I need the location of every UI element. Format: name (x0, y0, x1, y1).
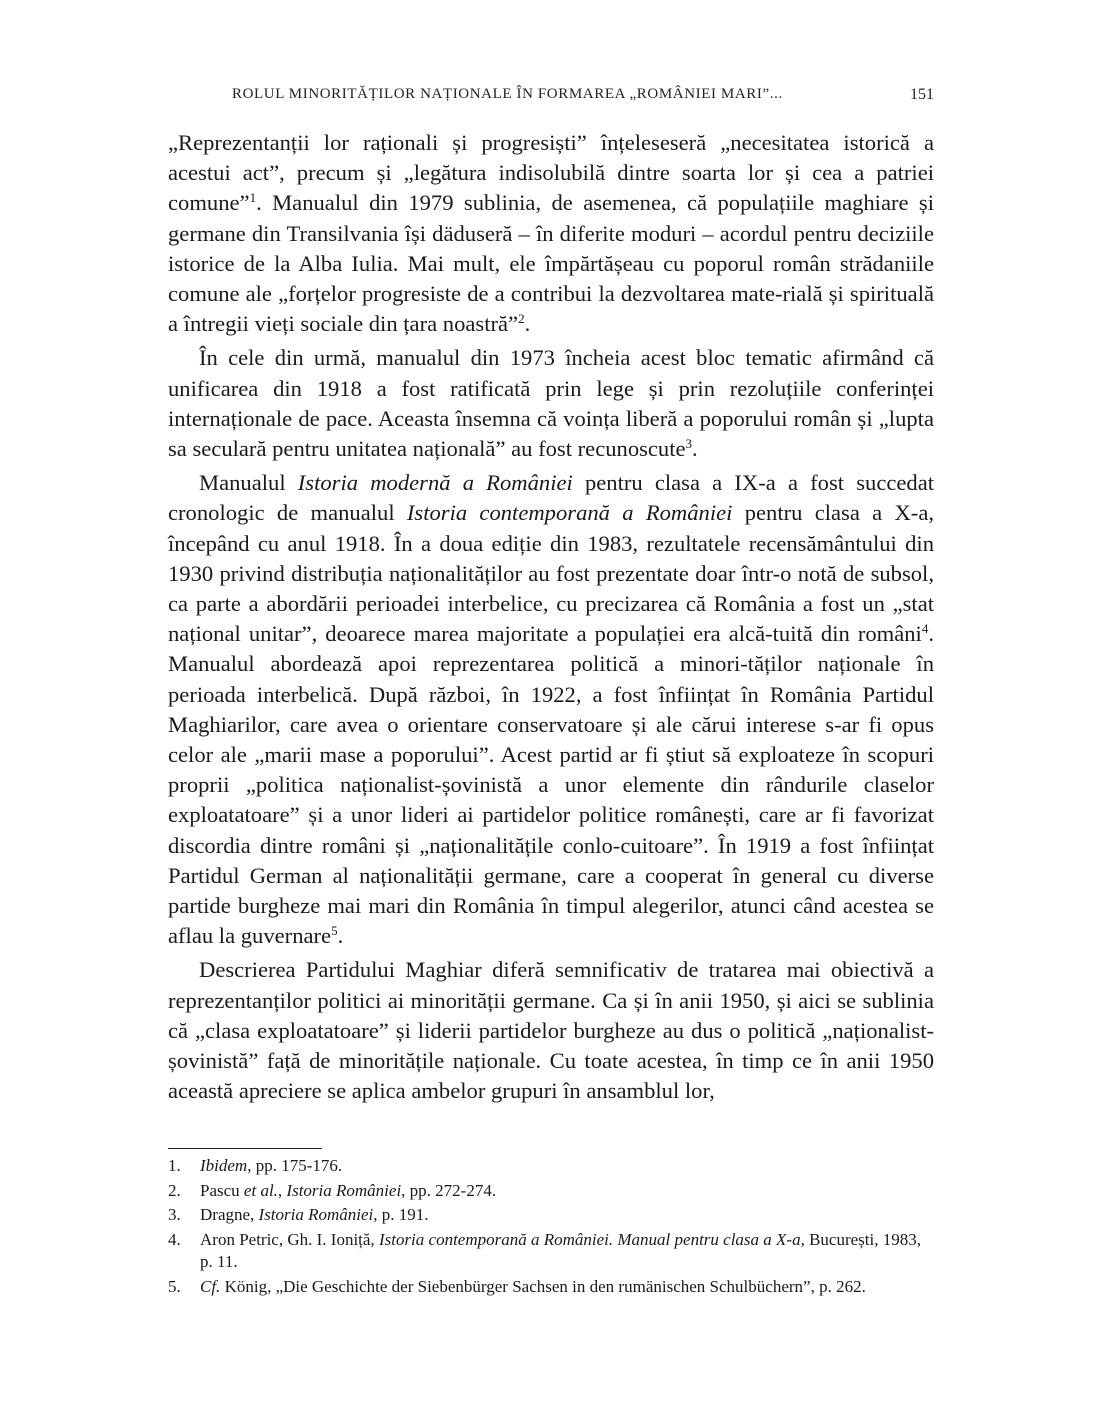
footnote (168, 1155, 934, 1177)
footnote-text (200, 1276, 934, 1298)
italic-text: Cf. (200, 1276, 221, 1296)
text-run: „Reprezentanții lor raționali și progresiști” înțeleseseră „necesitatea istorică a acestui act”, precum și „legătura indisolubilă dintre soarta lor și cea a patriei comune” (168, 130, 934, 216)
footnote-number: 5. (168, 1276, 181, 1296)
footnote (168, 1229, 934, 1274)
text-run: Aron Petric, Gh. I. Ioniță, (200, 1229, 379, 1249)
paragraph (168, 468, 934, 951)
text-run: , București, 1983, p. 11. (200, 1229, 921, 1272)
footnote-number: 4. (168, 1229, 181, 1249)
footnote-separator (168, 1148, 322, 1149)
italic-text: Istoria contemporană a României (406, 500, 733, 526)
italic-text: Istoria României (258, 1205, 374, 1225)
italic-text: et al. (243, 1180, 278, 1200)
footnote (168, 1204, 934, 1226)
italic-text: Istoria modernă a României (297, 470, 573, 496)
text-run: . (337, 923, 344, 949)
footnotes (168, 1155, 934, 1300)
text-run: Dragne, (200, 1205, 259, 1225)
footnote-text (200, 1204, 934, 1226)
footnote-text (200, 1229, 934, 1274)
page-number: 151 (910, 86, 934, 103)
footnote-number: 2. (168, 1180, 181, 1200)
footnote-text (200, 1155, 934, 1177)
text-run: , (277, 1180, 287, 1200)
text-run: Descrierea Partidului Maghiar diferă semnificativ de tratarea mai obiectivă a reprezentanților politici ai minorității germane. Ca și în anii 1950, și aici se sublinia că „clasa exploatatoare” și liderii partidelor burgheze au dus o politică „naționalist-șovinistă” față de minoritățile naționale. Cu toate acestea, în timp ce în anii 1950 această apreciere se aplica ambelor grupuri în ansamblul lor, (168, 957, 934, 1104)
text-run: pentru clasa a IX-a a fost succedat cronologic de manualul (168, 470, 934, 526)
footnote (168, 1276, 934, 1298)
footnote-ref: 4 (921, 621, 929, 637)
text-run: , pp. 175-176. (247, 1156, 343, 1175)
text-run: König, „Die Geschichte der Siebenbürger Sachsen in den rumänischen Schulbüchern”, p. 262. (220, 1276, 866, 1296)
footnote-number: 1. (168, 1156, 181, 1175)
text-run: Manualul (199, 470, 298, 496)
running-header (232, 86, 934, 103)
italic-text: Istoria contemporană a României. Manual pentru clasa a X-a (378, 1229, 801, 1249)
text-run: pentru clasa a X-a, începând cu anul 1918. În a doua ediție din 1983, rezultatele recensământului din 1930 privind distribuția naționalităților au fost prezentate doar într-o notă de subsol, ca parte a abordării perioadei interbelice, cu precizarea că România a fost un „stat național unitar”, deoarece marea majoritate a populației era alcă-tuită din români (168, 500, 934, 647)
text-run: Pascu (200, 1180, 244, 1200)
paragraph (168, 128, 934, 339)
text-run: . (692, 436, 698, 462)
text-run: . Manualul abordează apoi reprezentarea politică a minori-tăților naționale în perioada interbelică. După război, în 1922, a fost înființat în România Partidul Maghiarilor, care avea o orientare conservatoare și ale cărui interese s-ar fi opus celor ale „marii mase a poporului”. Acest partid ar fi știut să exploateze în scopuri proprii „politica naționalist-șovinistă a unor elemente din rândurile claselor exploatatoare” și a unor lideri ai partidelor politice românești, care ar fi favorizat discordia dintre români și „naționalitățile conlo-cuitoare”. În 1919 a fost înființat Partidul German al naționalității germane, care a cooperat în general cu diverse partide burgheze mai mari din România în timpul alegerilor, atunci când acestea se aflau la guvernare (168, 621, 934, 949)
running-title: ROLUL MINORITĂȚILOR NAȚIONALE ÎN FORMAREA „ROMÂNIEI MARI”... (232, 86, 783, 102)
footnote-ref: 2 (518, 311, 525, 327)
footnote (168, 1180, 934, 1202)
footnote-ref: 3 (685, 436, 693, 452)
text-run: . (524, 311, 531, 337)
body-text (168, 128, 934, 1107)
text-run: , pp. 272-274. (401, 1180, 497, 1200)
footnote-number: 3. (168, 1205, 181, 1225)
footnote-text (200, 1180, 934, 1202)
text-run: , p. 191. (373, 1205, 429, 1225)
footnote-ref: 5 (331, 923, 338, 939)
paragraph (168, 343, 934, 464)
footnote-ref: 1 (249, 190, 257, 206)
italic-text: Istoria României (286, 1180, 402, 1200)
text-run: . Manualul din 1979 sublinia, de asemenea, că populațiile maghiare și germane din Transilvania își däduseră – în diferite moduri – acordul pentru deciziile istorice de la Alba Iulia. Mai mult, ele împărtășeau cu poporul român strădaniile comune ale „forțelor progresiste de a contribui la dezvoltarea mate-rială și spirituală a întregii vieți sociale din țara noastră” (168, 190, 934, 337)
italic-text: Ibidem (200, 1156, 248, 1175)
text-run: În cele din urmă, manualul din 1973 încheia acest bloc tematic afirmând că unificarea din 1918 a fost ratificată prin lege și prin rezoluțiile conferinței internaționale de pace. Aceasta însemna că voința liberă a poporului român și „lupta sa seculară pentru unitatea națională” au fost recunoscute (168, 345, 934, 462)
paragraph (168, 955, 934, 1106)
